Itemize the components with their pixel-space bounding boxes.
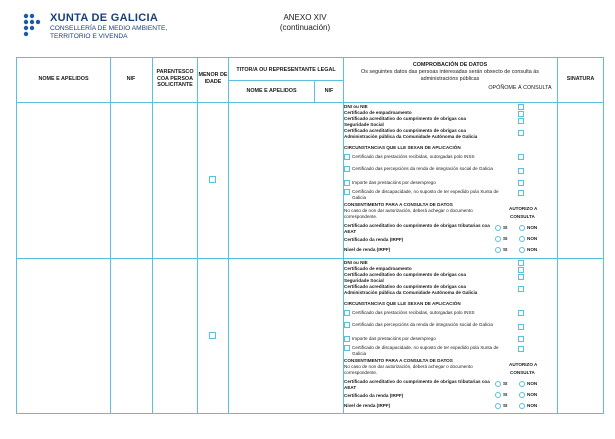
header-check-title: COMPROBACIÓN DE DATOS — [412, 62, 488, 68]
radio-no-label: NON — [527, 236, 538, 241]
radio-no[interactable] — [519, 403, 525, 409]
circ-checkbox[interactable] — [344, 180, 350, 186]
circ-item-label: Certificado das percepcións da renda de integración social de Galicia — [352, 166, 493, 171]
oppose-checkbox[interactable] — [518, 104, 524, 110]
annex-title-block — [260, 13, 350, 33]
circumstances-title: CIRCUNSTANCIAS QUE LLE SEXAN DE APLICACIÓN — [344, 145, 461, 150]
circ-item-label: Certificado das percepcións da renda de integración social de Galicia — [352, 322, 493, 327]
oppose-item-label: DNI ou NIE — [344, 104, 368, 109]
circ-checkbox[interactable] — [344, 345, 350, 351]
radio-no-label: NON — [527, 392, 538, 397]
oppose-checkbox[interactable] — [518, 260, 524, 266]
annex-title: ANEXO XIV — [283, 13, 327, 22]
person-block-2 — [17, 214, 603, 414]
minor-checkbox[interactable] — [209, 176, 216, 183]
oppose-checkbox[interactable] — [518, 154, 524, 160]
header-signature: SINATURA — [566, 76, 595, 82]
consent-desc: No caso de non dar autorización, deberá achegar o documento correspondente. — [344, 208, 473, 219]
circ-item-label: Certificado das prestacións recibidas, outorgadas polo INSS — [352, 310, 475, 315]
header-name: NOME E APELIDOS — [38, 76, 89, 82]
radio-yes[interactable] — [495, 403, 501, 409]
header-check-desc: Os seguintes datos das persoas interesadas serán obxecto de consulta ás administracións públicas — [361, 69, 539, 82]
radio-no[interactable] — [519, 381, 525, 387]
authorize-label-1: AUTORIZO A — [509, 362, 538, 367]
oppose-checkbox[interactable] — [518, 168, 524, 174]
radio-no-label: NON — [527, 247, 538, 252]
radio-yes-label: SI — [503, 236, 508, 241]
authorize-label-1: AUTORIZO A — [509, 206, 538, 211]
oppose-checkbox[interactable] — [518, 274, 524, 280]
header-guardian-nif: NIF — [324, 88, 334, 94]
circ-checkbox[interactable] — [344, 336, 350, 342]
header-nif: NIF — [126, 76, 136, 82]
oppose-item-label: Certificado acreditativo do cumprimento de obrigas coa Administración pública da Comunidade Autónoma de Galicia — [344, 284, 478, 295]
oppose-checkbox[interactable] — [518, 190, 524, 196]
consent-item-label: Certificado acreditativo do cumprimento de obrigas tributarias coa AEAT — [344, 379, 490, 390]
radio-no-label: NON — [527, 381, 538, 386]
header-minor: MENOR DE IDADE — [198, 72, 228, 85]
oppose-checkbox[interactable] — [518, 324, 524, 330]
circ-item-label: Certificado das prestacións recibidas, outorgadas polo INSS — [352, 154, 475, 159]
header-guardian-name: NOME E APELIDOS — [246, 88, 297, 94]
oppose-item-label: DNI ou NIE — [344, 260, 368, 265]
oppose-checkbox[interactable] — [518, 310, 524, 316]
radio-yes-label: SI — [503, 247, 508, 252]
oppose-checkbox[interactable] — [518, 286, 524, 292]
minor-checkbox[interactable] — [209, 332, 216, 339]
consent-title: CONSENTIMENTO PARA A CONSULTA DE DATOS — [344, 202, 453, 207]
header-guardian: TITOR/A OU REPRESENTANTE LEGAL — [236, 67, 336, 73]
circ-item-label: Certificado de discapacidade, no suposto de ter expedido pola Xunta de Galicia — [352, 345, 499, 356]
consent-desc: No caso de non dar autorización, deberá achegar o documento correspondente. — [344, 364, 473, 375]
consent-item-label: Certificado acreditativo do cumprimento de obrigas tributarias coa AEAT — [344, 223, 490, 234]
radio-yes[interactable] — [495, 392, 501, 398]
consent-item-label: Certificado da renda (IRPF) — [344, 237, 404, 242]
oppose-checkbox[interactable] — [518, 180, 524, 186]
radio-yes[interactable] — [495, 381, 501, 387]
circ-item-label: Importe das prestacións por desemprego — [352, 180, 436, 185]
grid-line — [228, 80, 343, 81]
circ-item-label: Certificado de discapacidade, no suposto de ter expedido pola Xunta de Galicia — [352, 189, 499, 200]
circ-checkbox[interactable] — [344, 166, 350, 172]
consent-item-label: Certificado da renda (IRPF) — [344, 393, 404, 398]
circ-checkbox[interactable] — [344, 154, 350, 160]
header-oppose: OPÓÑOME Á CONSULTA — [488, 85, 552, 91]
radio-yes-label: SI — [503, 225, 508, 230]
page-header — [0, 0, 615, 60]
radio-no-label: NON — [527, 403, 538, 408]
xunta-logo-icon — [22, 12, 44, 38]
consent-title: CONSENTIMENTO PARA A CONSULTA DE DATOS — [344, 358, 453, 363]
consent-item-label: Nivel de renda (IRPF) — [344, 247, 391, 252]
circ-item-label: Importe das prestacións por desemprego — [352, 336, 436, 341]
authorize-label-2: CONSULTA — [510, 214, 535, 219]
org-subtitle-line-1: CONSELLERÍA DE MEDIO AMBIENTE, — [50, 25, 168, 32]
grid-line — [17, 102, 603, 103]
oppose-checkbox[interactable] — [518, 346, 524, 352]
radio-no[interactable] — [519, 392, 525, 398]
oppose-checkbox[interactable] — [518, 267, 524, 273]
radio-yes-label: SI — [503, 392, 508, 397]
oppose-checkbox[interactable] — [518, 118, 524, 124]
circumstances-title: CIRCUNSTANCIAS QUE LLE SEXAN DE APLICACIÓN — [344, 301, 461, 306]
radio-yes-label: SI — [503, 403, 508, 408]
circ-checkbox[interactable] — [344, 322, 350, 328]
header-kinship: PARENTESCO COA PERSOA SOLICITANTE — [156, 69, 194, 89]
radio-yes-label: SI — [503, 381, 508, 386]
oppose-item-label: Certificado acreditativo do cumprimento de obrigas coa Seguridade Social — [344, 116, 467, 127]
circ-checkbox[interactable] — [344, 310, 350, 316]
oppose-checkbox[interactable] — [518, 336, 524, 342]
oppose-item-label: Certificado acreditativo do cumprimento de obrigas coa Seguridade Social — [344, 272, 467, 283]
oppose-item-label: Certificado de empadroamento — [344, 110, 412, 115]
oppose-checkbox[interactable] — [518, 111, 524, 117]
form-table — [16, 57, 604, 414]
org-name: XUNTA DE GALICIA — [50, 12, 159, 24]
org-subtitle-line-2: TERRITORIO E VIVENDA — [50, 33, 128, 40]
oppose-item-label: Certificado acreditativo do cumprimento de obrigas coa Administración pública da Comunidade Autónoma de Galicia — [344, 128, 478, 139]
consent-item-label: Nivel de renda (IRPF) — [344, 403, 391, 408]
authorize-label-2: CONSULTA — [510, 370, 535, 375]
org-subtitle — [50, 25, 200, 41]
annex-subtitle: (continuación) — [279, 23, 331, 32]
radio-no-label: NON — [527, 225, 538, 230]
oppose-item-label: Certificado de empadroamento — [344, 266, 412, 271]
oppose-checkbox[interactable] — [518, 130, 524, 136]
circ-checkbox[interactable] — [344, 189, 350, 195]
